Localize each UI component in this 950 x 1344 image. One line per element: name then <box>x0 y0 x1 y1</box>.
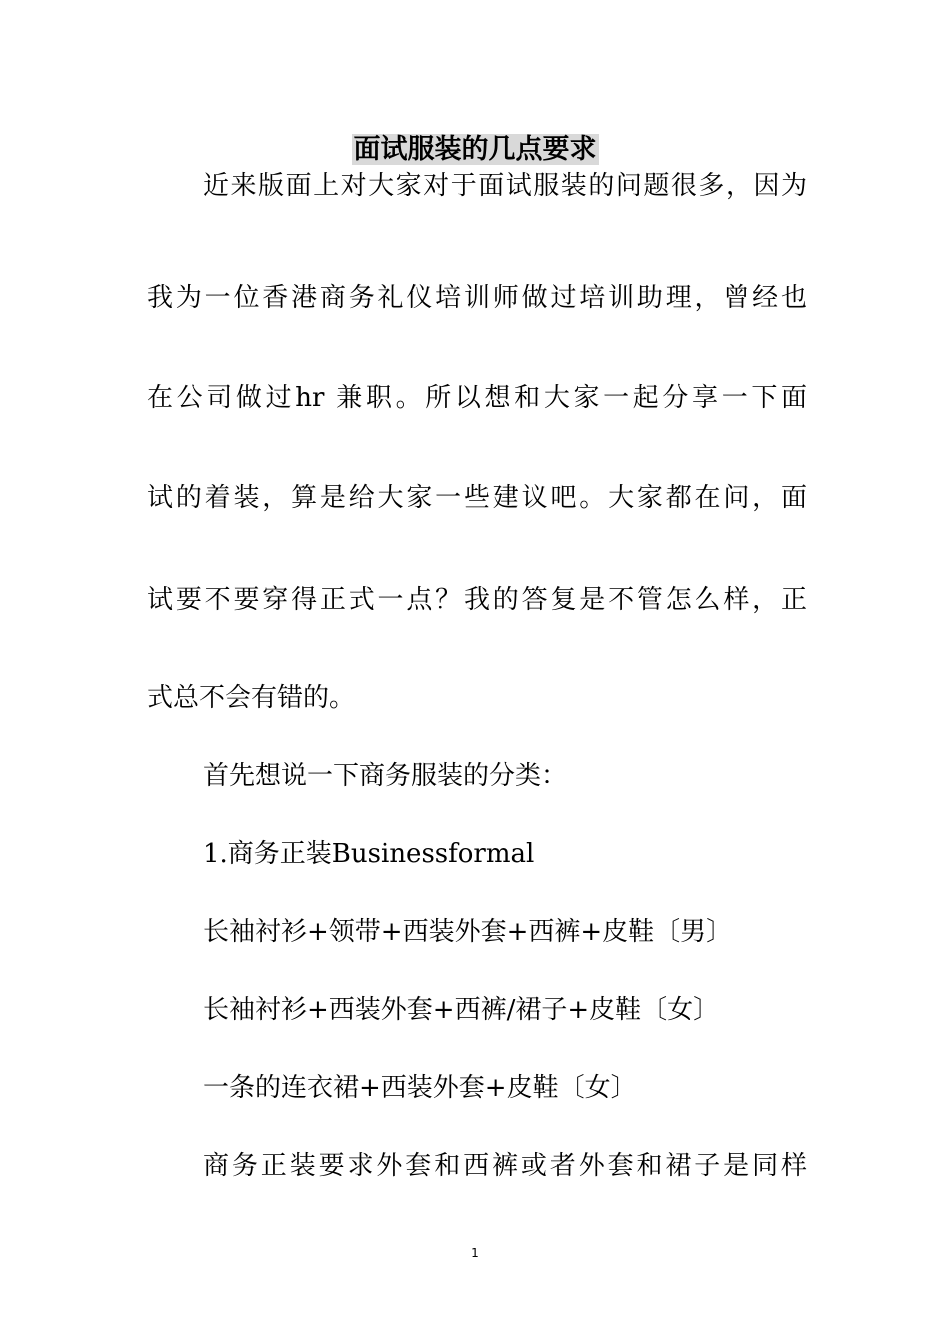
page-number: 1 <box>471 1246 479 1260</box>
paragraph-line: 我为一位香港商务礼仪培训师做过培训助理，曾经也 <box>147 283 807 313</box>
paragraph-line: 式总不会有错的。 <box>147 683 356 713</box>
list-item-line: 长袖衬衫+西装外套+西裤/裙子+皮鞋〔女〕 <box>203 995 720 1025</box>
paragraph-line: 近来版面上对大家对于面试服装的问题很多，因为 <box>203 171 807 201</box>
section-intro: 首先想说一下商务服装的分类： <box>203 761 568 791</box>
paragraph-line: 试的着装，算是给大家一些建议吧。大家都在问，面 <box>147 483 807 513</box>
paragraph-line: 试要不要穿得正式一点？我的答复是不管怎么样，正 <box>147 585 807 615</box>
list-item-line: 长袖衬衫+领带+西装外套+西裤+皮鞋〔男〕 <box>203 917 733 947</box>
document-title <box>0 130 950 170</box>
list-item-heading: 1.商务正装Businessformal <box>203 839 535 869</box>
list-item-line: 商务正装要求外套和西裤或者外套和裙子是同样 <box>203 1151 807 1181</box>
document-title-text: 面试服装的几点要求 <box>353 134 597 165</box>
paragraph-line: 在公司做过hr 兼职。所以想和大家一起分享一下面 <box>147 383 807 413</box>
list-item-line: 一条的连衣裙+西装外套+皮鞋〔女〕 <box>203 1073 637 1103</box>
